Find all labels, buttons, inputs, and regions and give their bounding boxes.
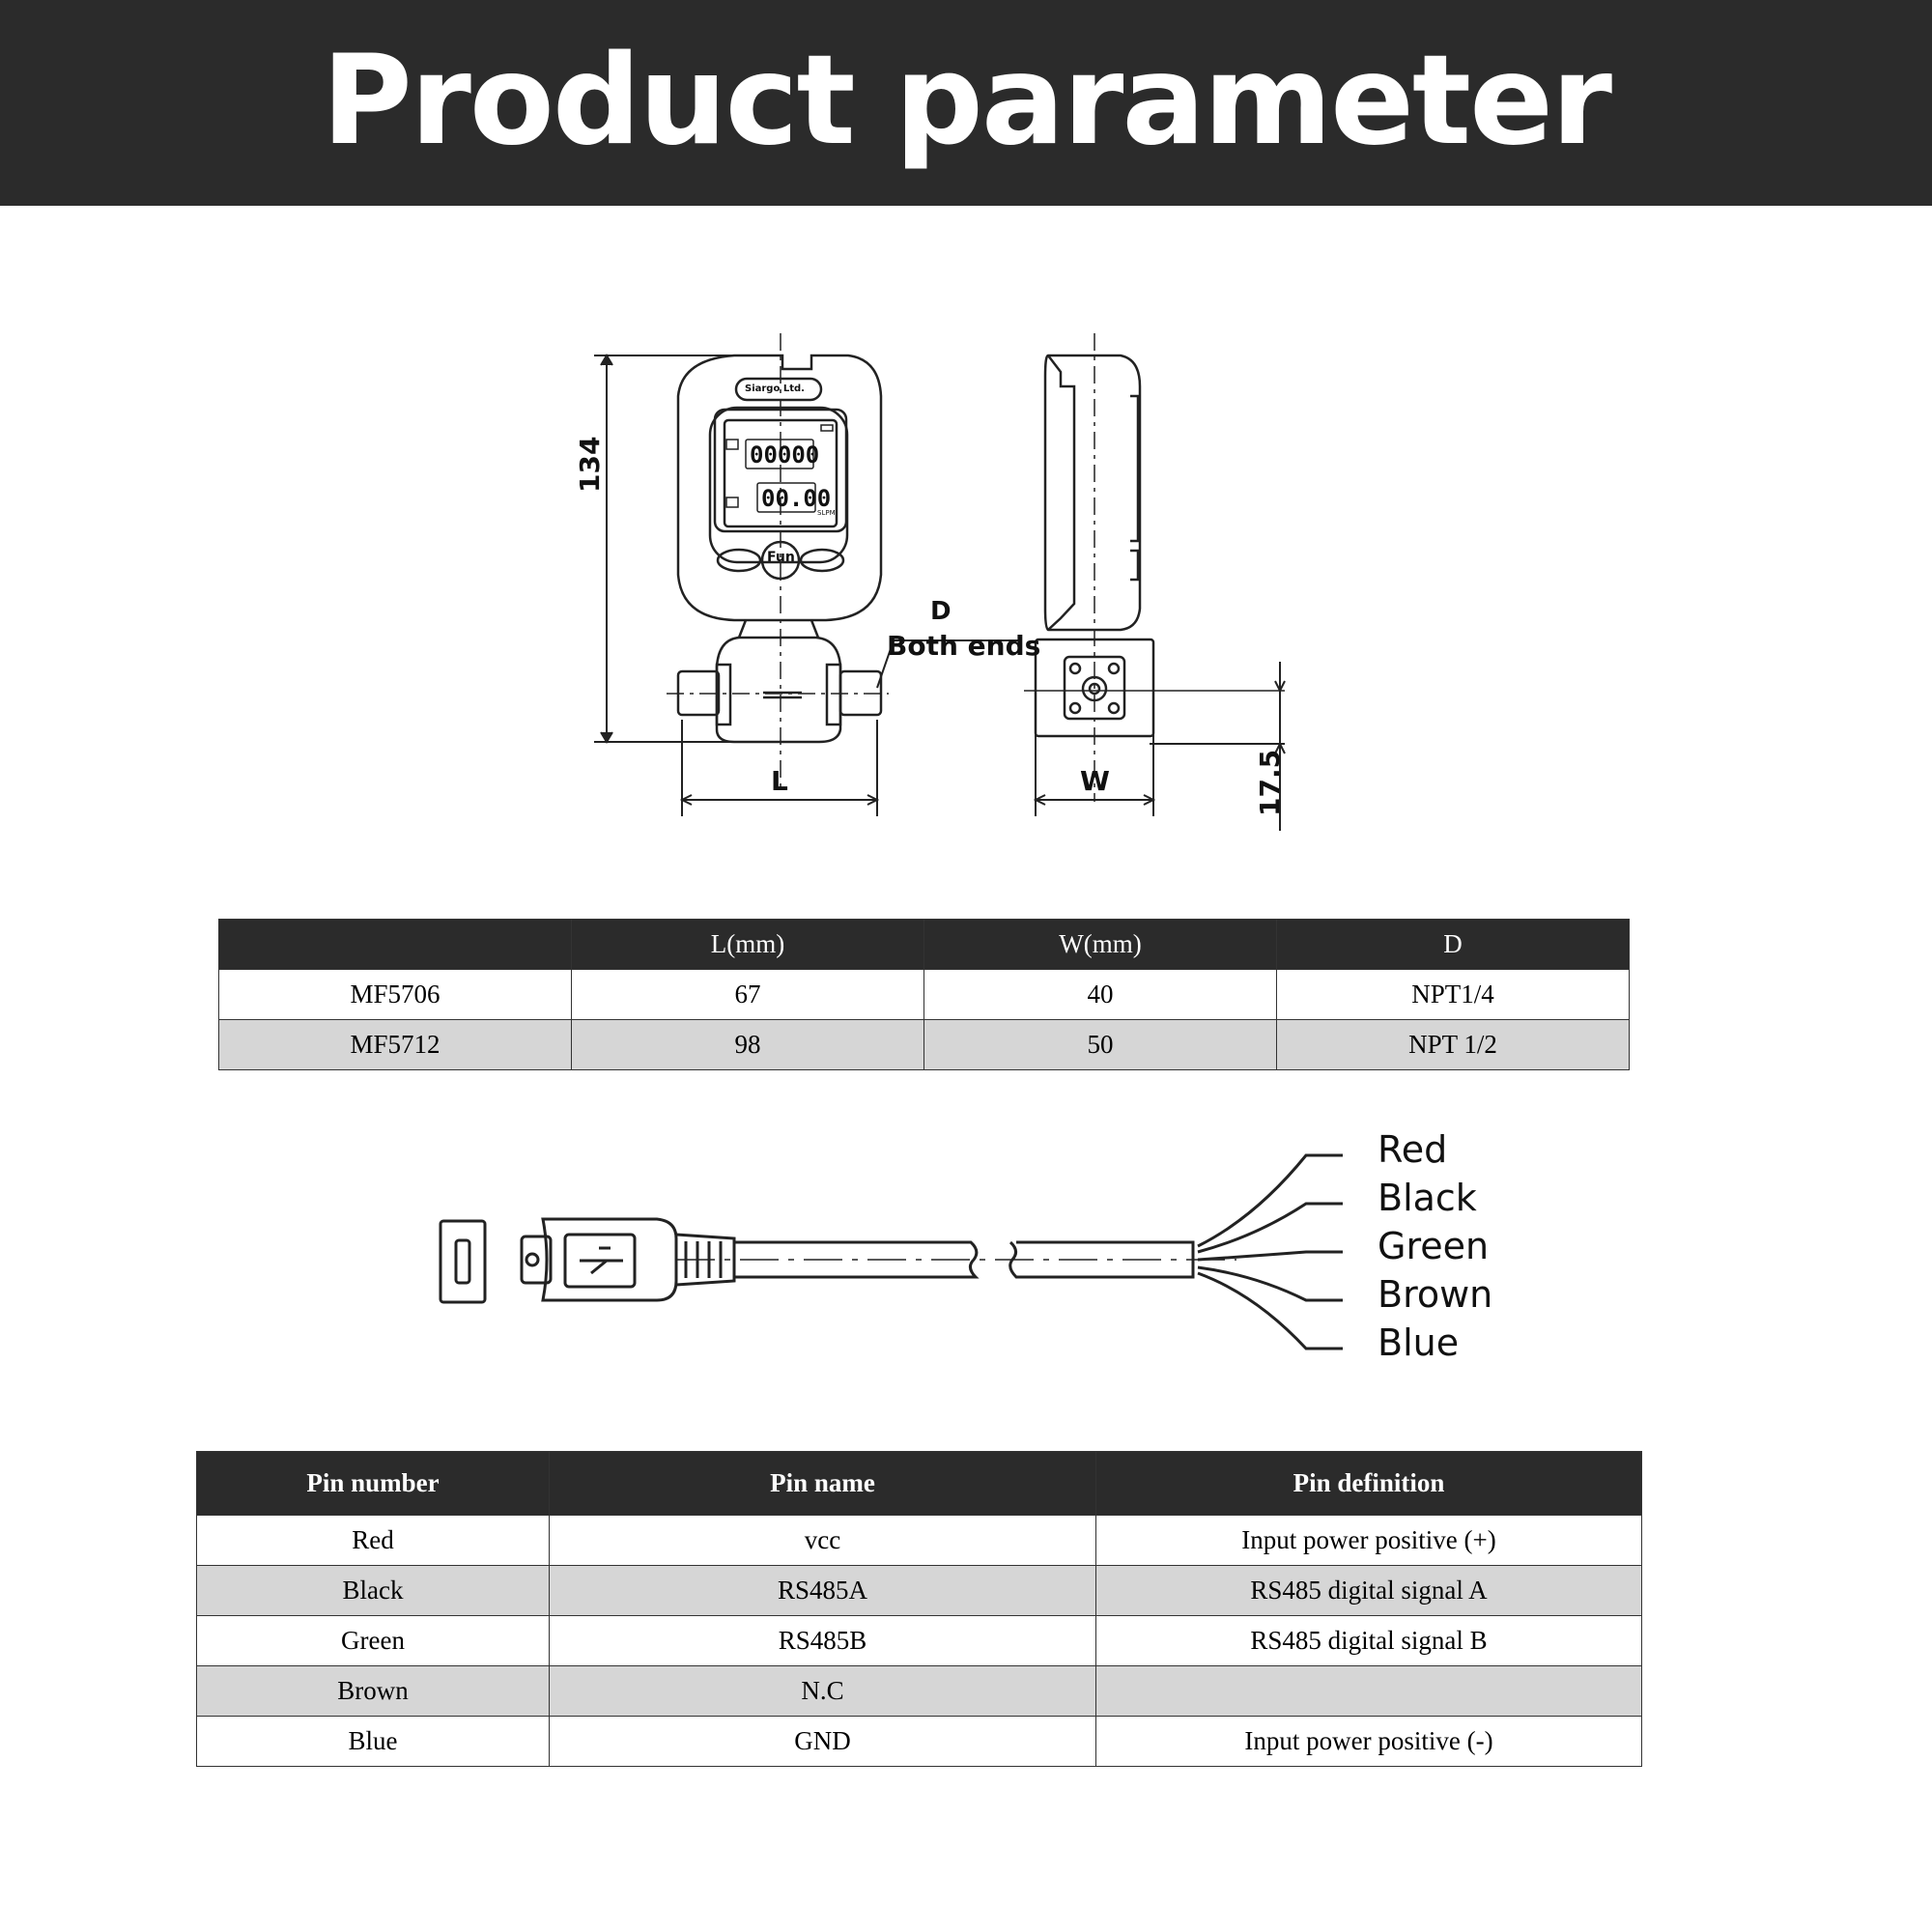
pin-header-cell: Pin definition <box>1096 1452 1642 1516</box>
wire-black <box>1198 1204 1343 1252</box>
table-row <box>197 1666 1642 1717</box>
width-cell: 50 <box>924 1020 1277 1070</box>
dimensions-header-cell: D <box>1277 920 1630 970</box>
pin-definition-cell: Input power positive (-) <box>1096 1717 1642 1767</box>
model-cell: MF5712 <box>219 1020 572 1070</box>
model-cell: MF5706 <box>219 970 572 1020</box>
table-row <box>219 970 1630 1020</box>
thread-cell: NPT1/4 <box>1277 970 1630 1020</box>
pin-definition-cell: RS485 digital signal B <box>1096 1616 1642 1666</box>
lcd-bottom-readout: 00.00 <box>761 485 832 512</box>
pin-name-cell: GND <box>550 1717 1096 1767</box>
dimensions-table <box>218 919 1630 1070</box>
table-row <box>219 1020 1630 1070</box>
pin-definition-cell: Input power positive (+) <box>1096 1516 1642 1566</box>
cable-drawing <box>440 1155 1343 1349</box>
pin-number-cell: Blue <box>197 1717 550 1767</box>
pin-header-row <box>197 1452 1642 1516</box>
dimension-lines <box>594 355 1285 831</box>
pin-name-cell: N.C <box>550 1666 1096 1717</box>
wire-label-blue: Blue <box>1378 1321 1460 1364</box>
pin-header-cell: Pin name <box>550 1452 1096 1516</box>
table-row <box>197 1616 1642 1666</box>
fun-button-label: Fun <box>767 550 795 565</box>
pin-name-cell: RS485B <box>550 1616 1096 1666</box>
table-row <box>197 1566 1642 1616</box>
front-view <box>678 355 881 742</box>
lcd-unit: SLPM <box>817 509 836 517</box>
pin-number-cell: Green <box>197 1616 550 1666</box>
pin-table <box>196 1451 1642 1767</box>
pin-definition-cell <box>1096 1666 1642 1717</box>
height-dimension-label: 134 <box>574 436 606 493</box>
dimensions-header-cell: W(mm) <box>924 920 1277 970</box>
pin-name-cell: RS485A <box>550 1566 1096 1616</box>
dimensions-header-cell: L(mm) <box>572 920 924 970</box>
thread-cell: NPT 1/2 <box>1277 1020 1630 1070</box>
wire-label-red: Red <box>1378 1128 1448 1171</box>
page-title: Product parameter <box>321 29 1611 173</box>
wire-red <box>1198 1155 1343 1246</box>
pin-name-cell: vcc <box>550 1516 1096 1566</box>
dimensions-header-row <box>219 920 1630 970</box>
port-note: Both ends <box>887 630 1041 662</box>
port-label: D <box>930 597 952 626</box>
table-row <box>197 1717 1642 1767</box>
pin-header-cell: Pin number <box>197 1452 550 1516</box>
pin-definition-cell: RS485 digital signal A <box>1096 1566 1642 1616</box>
pin-number-cell: Brown <box>197 1666 550 1717</box>
length-dimension-label: L <box>771 765 788 797</box>
table-row <box>197 1516 1642 1566</box>
offset-dimension-label: 17.5 <box>1254 749 1286 816</box>
wire-green <box>1198 1252 1343 1260</box>
length-cell: 67 <box>572 970 924 1020</box>
lcd-top-readout: 00000 <box>750 441 820 469</box>
pin-number-cell: Black <box>197 1566 550 1616</box>
wire-label-green: Green <box>1378 1225 1490 1267</box>
width-dimension-label: W <box>1080 765 1110 797</box>
usb-receptacle <box>440 1221 485 1302</box>
pin-number-cell: Red <box>197 1516 550 1566</box>
width-cell: 40 <box>924 970 1277 1020</box>
length-cell: 98 <box>572 1020 924 1070</box>
dimensions-header-cell <box>219 920 572 970</box>
wire-label-black: Black <box>1378 1177 1477 1219</box>
wire-label-brown: Brown <box>1378 1273 1493 1316</box>
brand-label: Siargo Ltd. <box>745 384 805 394</box>
